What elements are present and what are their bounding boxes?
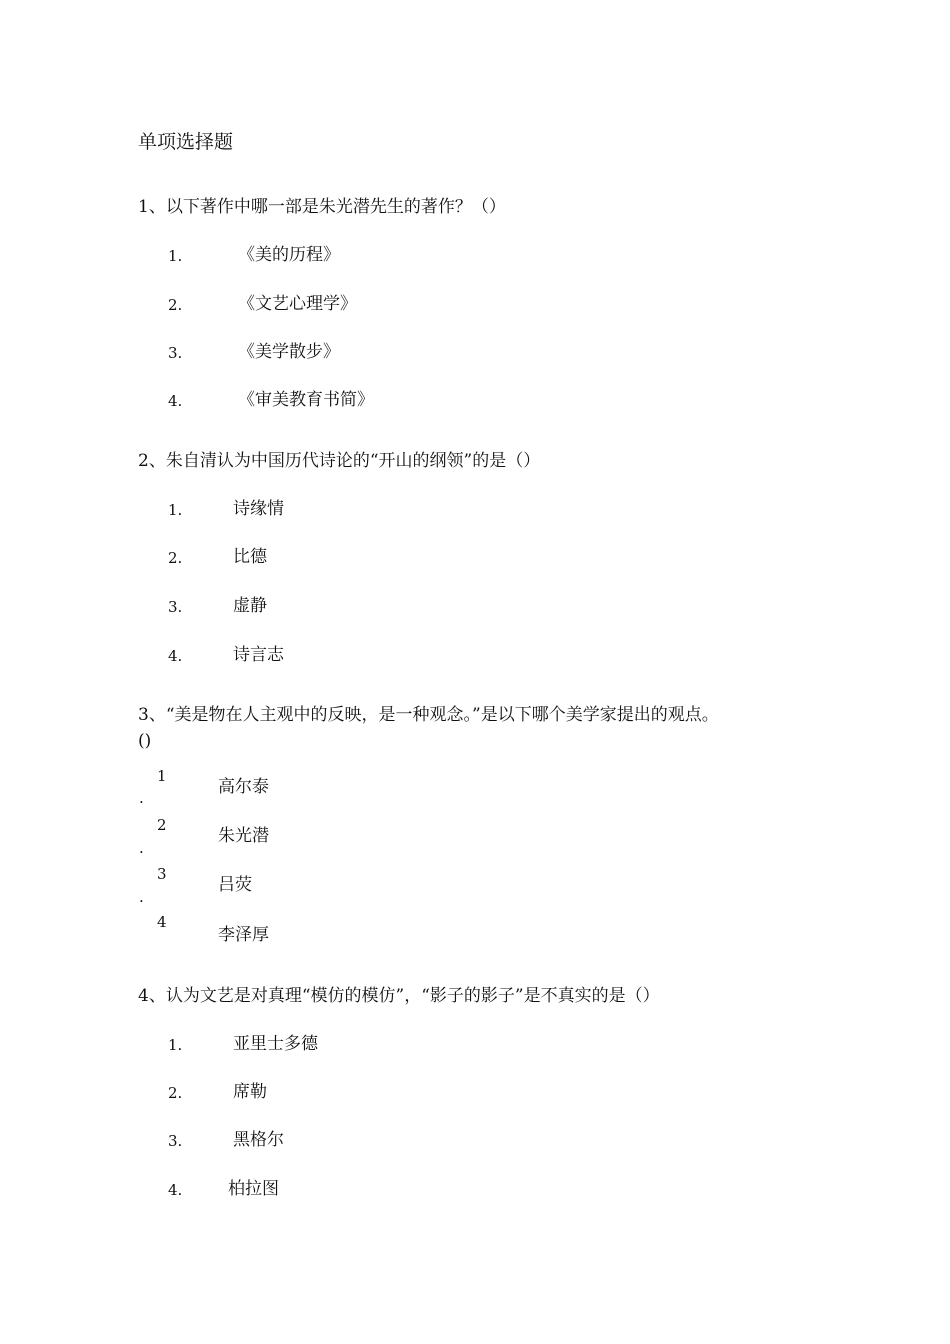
q3-option-2-dot: . — [139, 839, 144, 857]
q1-option-3-number: 3. — [168, 344, 183, 362]
q2-option-3-text: 虚静 — [233, 596, 267, 616]
q3-option-4-text: 李泽厚 — [218, 925, 269, 945]
q3-option-3-text: 吕荧 — [218, 875, 252, 895]
q4-option-4-number: 4. — [168, 1181, 183, 1199]
q2-option-1-text: 诗缘情 — [233, 499, 284, 519]
q4-option-2-text: 席勒 — [233, 1082, 267, 1102]
q1-option-2-text: 《文艺心理学》 — [238, 294, 357, 314]
q1-option-1-number: 1. — [168, 247, 183, 265]
section-title: 单项选择题 — [138, 131, 234, 153]
q4-option-4-text: 柏拉图 — [228, 1179, 279, 1199]
q1-option-1-text: 《美的历程》 — [238, 245, 340, 265]
q2-option-2-number: 2. — [168, 549, 183, 567]
q3-option-3-number: 3 — [157, 865, 167, 883]
q2-option-3-number: 3. — [168, 598, 183, 616]
q2-option-4-number: 4. — [168, 647, 183, 665]
question-4-stem: 4、认为文艺是对真理“模仿的模仿”，“影子的影子”是不真实的是（） — [138, 986, 660, 1006]
q3-option-4-number: 4 — [157, 913, 167, 931]
q3-option-1-number: 1 — [157, 767, 167, 785]
q2-option-2-text: 比德 — [233, 547, 267, 567]
q1-option-4-text: 《审美教育书简》 — [238, 390, 374, 410]
q4-option-1-number: 1. — [168, 1036, 183, 1054]
q1-option-4-number: 4. — [168, 392, 183, 410]
q2-option-4-text: 诗言志 — [233, 645, 284, 665]
q4-option-3-number: 3. — [168, 1132, 183, 1150]
q3-option-2-number: 2 — [157, 816, 167, 834]
q3-option-1-dot: . — [139, 789, 144, 807]
q2-option-1-number: 1. — [168, 501, 183, 519]
q1-option-2-number: 2. — [168, 296, 183, 314]
q4-option-3-text: 黑格尔 — [233, 1130, 284, 1150]
q4-option-2-number: 2. — [168, 1084, 183, 1102]
q4-option-1-text: 亚里士多德 — [233, 1034, 318, 1054]
question-1-stem: 1、以下著作中哪一部是朱光潜先生的著作？（） — [138, 197, 506, 217]
question-3-stem: 3、“美是物在人主观中的反映，是一种观念。”是以下哪个美学家提出的观点。 — [138, 705, 719, 725]
q1-option-3-text: 《美学散步》 — [238, 342, 340, 362]
q3-option-3-dot: . — [139, 888, 144, 906]
question-3-stem-continued: () — [138, 731, 152, 751]
q3-option-1-text: 高尔泰 — [218, 777, 269, 797]
q3-option-2-text: 朱光潜 — [218, 826, 269, 846]
question-2-stem: 2、朱自清认为中国历代诗论的“开山的纲领”的是（） — [138, 451, 541, 471]
